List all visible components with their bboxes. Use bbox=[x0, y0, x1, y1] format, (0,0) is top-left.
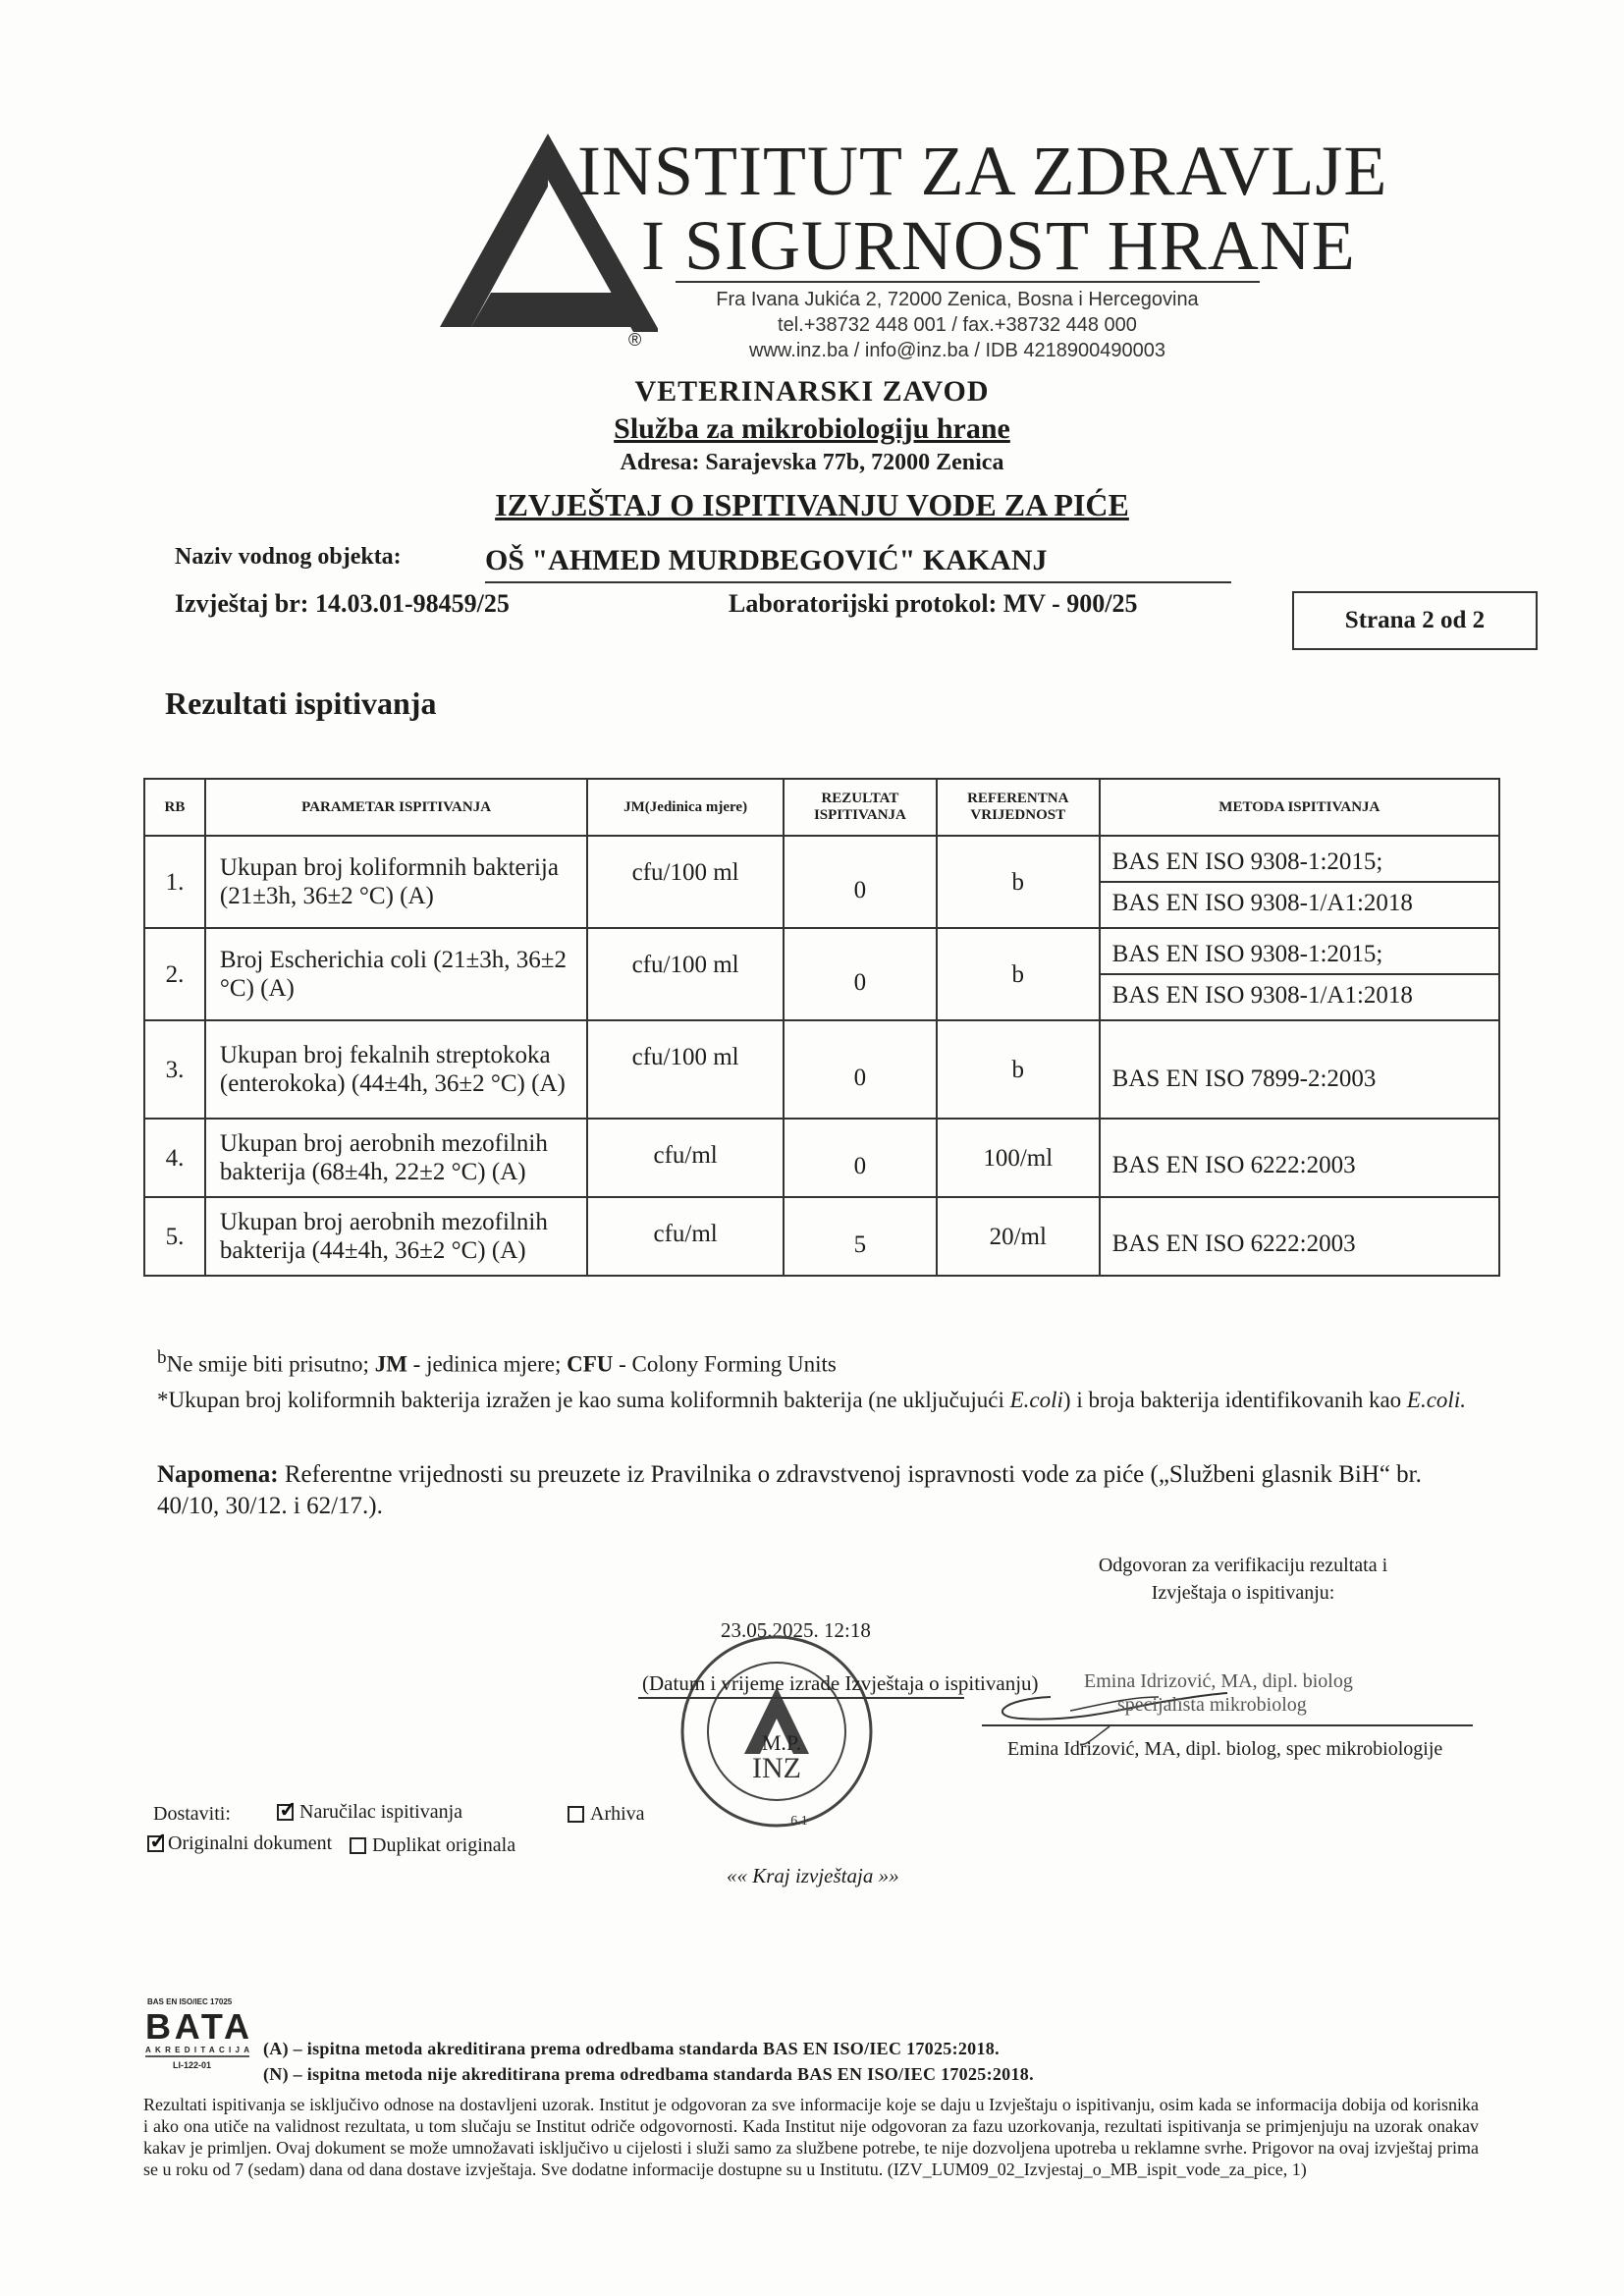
cell-rb: 5. bbox=[144, 1197, 205, 1276]
signer-print-stamp bbox=[1062, 1669, 1426, 1717]
method-line: BAS EN ISO 6222:2003 bbox=[1111, 1230, 1356, 1257]
delivery-option-label: Duplikat originala bbox=[372, 1834, 516, 1856]
method-line: BAS EN ISO 9308-1/A1:2018 bbox=[1101, 973, 1498, 1014]
bata-accreditation-logo-icon bbox=[145, 1995, 253, 2074]
object-value: OŠ "AHMED MURDBEGOVIĆ" KAKANJ bbox=[485, 544, 1231, 583]
footnote-text: Ne smije biti prisutno; bbox=[166, 1351, 375, 1377]
col-unit: JM(Jedinica mjere) bbox=[587, 779, 784, 836]
non-accredited-legend: (N) – ispitna metoda nije akreditirana prema odredbama standarda BAS EN ISO/IEC 17025:2018. bbox=[263, 2064, 1034, 2084]
footnote-cfu: CFU bbox=[567, 1351, 614, 1377]
end-of-report: «« Kraj izvještaja »» bbox=[727, 1864, 899, 1887]
bata-code-text: LI-122-01 bbox=[173, 2060, 212, 2070]
checkbox-client[interactable] bbox=[277, 1804, 294, 1821]
signature-rule bbox=[982, 1724, 1473, 1726]
checkbox-original[interactable] bbox=[147, 1835, 164, 1852]
institute-name-line1: INSTITUT ZA ZDRAVLJE bbox=[577, 132, 1388, 210]
table-row bbox=[144, 836, 1499, 928]
signer-print-line: Emina Idrizović, MA, dipl. biolog bbox=[1084, 1670, 1353, 1692]
method-line: BAS EN ISO 7899-2:2003 bbox=[1111, 1065, 1377, 1092]
remark-text: Referentne vrijednosti su preuzete iz Pravilnika o zdravstvenoj ispravnosti vode za piće („Službeni glasnik BiH“ br. 40/10, 30/12. i 62/17.). bbox=[157, 1461, 1422, 1519]
report-number: Izvještaj br: 14.03.01-98459/25 bbox=[175, 589, 510, 618]
signer-print-line: specijalista mikrobiolog bbox=[1117, 1694, 1307, 1716]
cell-method bbox=[1100, 1020, 1499, 1119]
institute-name bbox=[577, 134, 1387, 283]
cell-param: Broj Escherichia coli (21±3h, 36±2 °C) (A) bbox=[205, 928, 587, 1020]
method-line: BAS EN ISO 6222:2003 bbox=[1111, 1151, 1356, 1178]
verification-label bbox=[1066, 1552, 1420, 1607]
cell-result: 5 bbox=[784, 1197, 937, 1276]
cell-rb: 4. bbox=[144, 1119, 205, 1197]
footnote-ecoli: E.coli. bbox=[1406, 1388, 1466, 1412]
cell-rb: 2. bbox=[144, 928, 205, 1020]
signer-name: Emina Idrizović, MA, dipl. biolog, spec mikrobiologije bbox=[1007, 1738, 1443, 1760]
report-date: 23.05.2025. 12:18 bbox=[721, 1618, 871, 1642]
disclaimer: Rezultati ispitivanja se isključivo odnose na dostavljeni uzorak. Institut je odgovoran za sve informacije koje se daju u Izvještaju o ispitivanju, osim kada se informacija dobija od korisnika i ako ona utiče na validnost rezultata, u tom slučaju se Institut odriče odgovornosti. Kada Institut nije odgovoran za fazu uzorkovanja, rezultati ispitivanja se primjenjuju na uzorak onakav kakav je primljen. Ovaj dokument se može umnožavati isključivo u cijelosti i služi samo za službene potrebe, te nije dozvoljena upotreba u reklamne svrhe. Prigovor na ovaj izvještaj prima se u roku od 7 (sedam) dana od dana dostave izvještaja. Sve dodatne informacije dostupne su u Institutu. (IZV_LUM09_02_Izvjestaj_o_MB_ispit_vode_za_pice, 1) bbox=[143, 2095, 1479, 2179]
cell-reference: b bbox=[937, 1020, 1100, 1119]
cell-reference: b bbox=[937, 836, 1100, 928]
cell-param: Ukupan broj aerobnih mezofilnih bakterija (68±4h, 22±2 °C) (A) bbox=[205, 1119, 587, 1197]
method-line: BAS EN ISO 9308-1:2015; bbox=[1111, 940, 1383, 967]
page-indicator: Strana 2 od 2 bbox=[1292, 591, 1538, 650]
table-row bbox=[144, 928, 1499, 1020]
col-result: REZULTAT ISPITIVANJA bbox=[784, 779, 937, 836]
accredited-legend: (A) – ispitna metoda akreditirana prema odredbama standarda BAS EN ISO/IEC 17025:2018. bbox=[263, 2039, 1000, 2058]
table-header-row bbox=[144, 779, 1499, 836]
institute-web: www.inz.ba / info@inz.ba / IDB 4218900490003 bbox=[749, 340, 1165, 361]
checkbox-duplicate[interactable] bbox=[350, 1837, 366, 1854]
department-name: VETERINARSKI ZAVOD bbox=[634, 375, 990, 408]
bata-sub-text: AKREDITACIJA bbox=[145, 2046, 249, 2054]
footnote-text: - jedinica mjere; bbox=[406, 1351, 568, 1377]
stamp-mp: M.P. bbox=[761, 1730, 802, 1755]
table-row bbox=[144, 1119, 1499, 1197]
cell-param: Ukupan broj fekalnih streptokoka (enterokoka) (44±4h, 36±2 °C) (A) bbox=[205, 1020, 587, 1119]
delivery-option-client[interactable] bbox=[277, 1801, 462, 1824]
footnote-text: *Ukupan broj koliformnih bakterija izražen je kao suma koliformnih bakterija (ne uključujući bbox=[157, 1388, 1010, 1412]
cell-reference: b bbox=[937, 928, 1100, 1020]
cell-unit: cfu/100 ml bbox=[587, 836, 784, 928]
stamp-inz: INZ bbox=[752, 1752, 801, 1784]
verification-line: Izvještaja o ispitivanju: bbox=[1151, 1582, 1335, 1604]
report-title: IZVJEŠTAJ O ISPITIVANJU VODE ZA PIĆE bbox=[495, 487, 1129, 522]
cell-result: 0 bbox=[784, 928, 937, 1020]
remark bbox=[157, 1459, 1473, 1522]
object-label: Naziv vodnog objekta: bbox=[175, 544, 402, 570]
date-caption: (Datum i vrijeme izrade Izvještaja o ispitivanju) bbox=[642, 1671, 1039, 1695]
col-reference: REFERENTNA VRIJEDNOST bbox=[937, 779, 1100, 836]
bata-top-text: BAS EN ISO/IEC 17025 bbox=[147, 1997, 233, 2006]
method-line: BAS EN ISO 9308-1/A1:2018 bbox=[1101, 881, 1498, 922]
cell-param: Ukupan broj aerobnih mezofilnih bakterija (44±4h, 36±2 °C) (A) bbox=[205, 1197, 587, 1276]
results-heading: Rezultati ispitivanja bbox=[165, 685, 437, 721]
method-line: BAS EN ISO 9308-1:2015; bbox=[1111, 847, 1383, 875]
delivery-option-archive[interactable] bbox=[568, 1803, 645, 1826]
lab-protocol: Laboratorijski protokol: MV - 900/25 bbox=[729, 589, 1138, 618]
cell-method bbox=[1100, 836, 1499, 928]
cell-result: 0 bbox=[784, 836, 937, 928]
checkbox-archive[interactable] bbox=[568, 1806, 584, 1823]
institute-address: Fra Ivana Jukića 2, 72000 Zenica, Bosna i Hercegovina bbox=[716, 289, 1199, 310]
delivery-label: Dostaviti: bbox=[153, 1803, 231, 1825]
cell-result: 0 bbox=[784, 1119, 937, 1197]
institute-phone: tel.+38732 448 001 / fax.+38732 448 000 bbox=[778, 314, 1137, 336]
cell-reference: 20/ml bbox=[937, 1197, 1100, 1276]
department-service: Služba za mikrobiologiju hrane bbox=[614, 412, 1010, 445]
verification-line: Odgovoran za verifikaciju rezultata i bbox=[1098, 1555, 1388, 1576]
remark-label: Napomena: bbox=[157, 1461, 279, 1488]
stamp-number: 6.1 bbox=[790, 1814, 808, 1829]
footnote-coliform bbox=[157, 1387, 1473, 1414]
cell-method bbox=[1100, 928, 1499, 1020]
bata-logo-text: BATA bbox=[145, 2006, 249, 2047]
results-table bbox=[143, 778, 1500, 1277]
delivery-option-original[interactable] bbox=[147, 1832, 332, 1855]
footnote-b bbox=[157, 1347, 837, 1378]
cell-rb: 1. bbox=[144, 836, 205, 928]
col-param: PARAMETAR ISPITIVANJA bbox=[205, 779, 587, 836]
footnote-jm: JM bbox=[374, 1351, 407, 1377]
institute-name-line2: I SIGURNOST HRANE bbox=[641, 206, 1356, 285]
cell-result: 0 bbox=[784, 1020, 937, 1119]
cell-unit: cfu/ml bbox=[587, 1197, 784, 1276]
institute-stamp-icon bbox=[674, 1628, 880, 1834]
cell-method bbox=[1100, 1119, 1499, 1197]
cell-method bbox=[1100, 1197, 1499, 1276]
table-row bbox=[144, 1197, 1499, 1276]
footnote-ecoli: E.coli bbox=[1009, 1388, 1063, 1412]
cell-reference: 100/ml bbox=[937, 1119, 1100, 1197]
delivery-option-label: Naručilac ispitivanja bbox=[299, 1801, 463, 1823]
date-rule bbox=[638, 1697, 964, 1699]
institute-contact bbox=[687, 287, 1227, 363]
cell-rb: 3. bbox=[144, 1020, 205, 1119]
delivery-option-label: Originalni dokument bbox=[168, 1832, 333, 1854]
footnote-text: ) i broja bakterija identifikovanih kao bbox=[1062, 1388, 1407, 1412]
registered-mark: ® bbox=[628, 330, 642, 350]
col-rb: RB bbox=[144, 779, 205, 836]
department-address: Adresa: Sarajevska 77b, 72000 Zenica bbox=[620, 450, 1004, 475]
col-method: METODA ISPITIVANJA bbox=[1100, 779, 1499, 836]
header-rule bbox=[676, 281, 1260, 283]
footnote-marker: b bbox=[157, 1347, 167, 1368]
cell-param: Ukupan broj koliformnih bakterija (21±3h, 36±2 °C) (A) bbox=[205, 836, 587, 928]
cell-unit: cfu/ml bbox=[587, 1119, 784, 1197]
cell-unit: cfu/100 ml bbox=[587, 928, 784, 1020]
table-row bbox=[144, 1020, 1499, 1119]
footnote-text: - Colony Forming Units bbox=[613, 1351, 837, 1377]
delivery-option-label: Arhiva bbox=[590, 1803, 645, 1825]
delivery-option-duplicate[interactable] bbox=[350, 1834, 515, 1857]
cell-unit: cfu/100 ml bbox=[587, 1020, 784, 1119]
